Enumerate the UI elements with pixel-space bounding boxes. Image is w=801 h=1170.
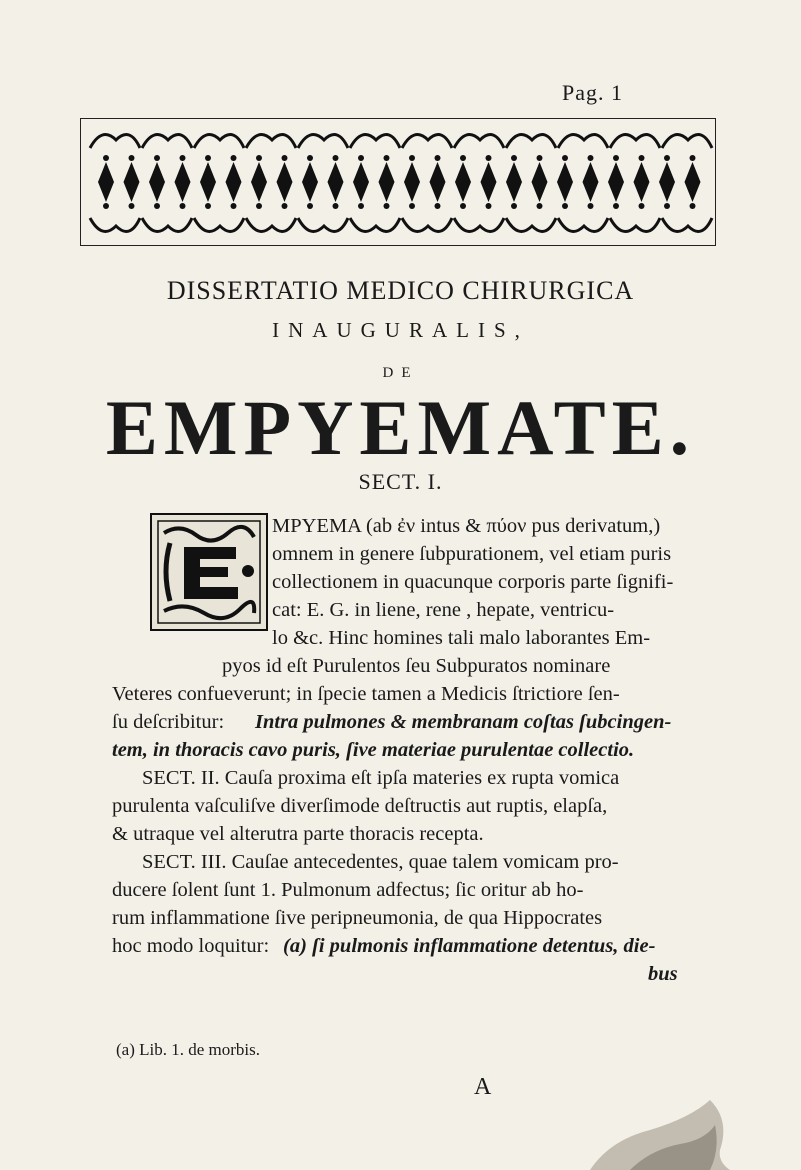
text-line-1: MPYEMA (ab ἐν intus & πύον pus derivatum,) (272, 515, 661, 537)
signature-mark: A (474, 1074, 492, 1100)
text-line-16a: hoc modo loquitur: (112, 935, 270, 957)
section-heading: SECT. I. (358, 469, 443, 494)
drop-initial-ornament (150, 513, 268, 631)
ornamental-headpiece (80, 118, 716, 246)
subject-title: EMPYEMATE. (105, 384, 696, 471)
paper-stain (570, 1100, 740, 1170)
text-line-7: Veteres confueverunt; in ſpecie tamen a Medicis ſtrictiore ſen- (112, 683, 620, 705)
text-line-11: purulenta vaſculiſve diverſimode deſtructis aut ruptis, elapſa, (112, 795, 608, 817)
text-line-10: SECT. II. Cauſa proxima eſt ipſa materies ex rupta vomica (142, 767, 620, 789)
text-line-2: omnem in genere ſubpurationem, vel etiam puris (272, 543, 672, 565)
text-line-12: & utraque vel alterutra parte thoracis recepta. (112, 823, 484, 845)
footnote: (a) Lib. 1. de morbis. (116, 1040, 260, 1059)
text-line-13: SECT. III. Cauſae antecedentes, quae talem vomicam pro- (142, 851, 619, 873)
text-line-16b: (a) ſi pulmonis inflammatione detentus, die- (283, 935, 656, 957)
text-line-8a: ſu deſcribitur: (112, 711, 225, 733)
inauguralis-title: INAUGURALIS, (272, 318, 529, 342)
text-line-8b: Intra pulmones & membranam coſtas ſubcingen- (255, 711, 672, 733)
text-line-15: rum inflammatione ſive peripneumonia, de qua Hippocrates (112, 907, 603, 929)
text-line-14: ducere ſolent ſunt 1. Pulmonum adfectus; ſic oritur ab ho- (112, 879, 584, 901)
de-title: DE (382, 365, 419, 381)
text-line-5: lo &c. Hinc homines tali malo laborantes Em- (272, 627, 651, 649)
text-line-6: pyos id eſt Purulentos ſeu Subpuratos nominare (222, 655, 611, 677)
text-line-4: cat: E. G. in liene, rene , hepate, ventricu- (272, 599, 615, 621)
page-number: Pag. 1 (562, 80, 623, 105)
catchword: bus (648, 963, 678, 985)
text-line-3: collectionem in quacunque corporis parte ſignifi- (272, 571, 674, 593)
dissertation-title: DISSERTATIO MEDICO CHIRURGICA (166, 276, 635, 305)
text-line-9: tem, in thoracis cavo puris, ſive materiae purulentae collectio. (112, 739, 635, 761)
